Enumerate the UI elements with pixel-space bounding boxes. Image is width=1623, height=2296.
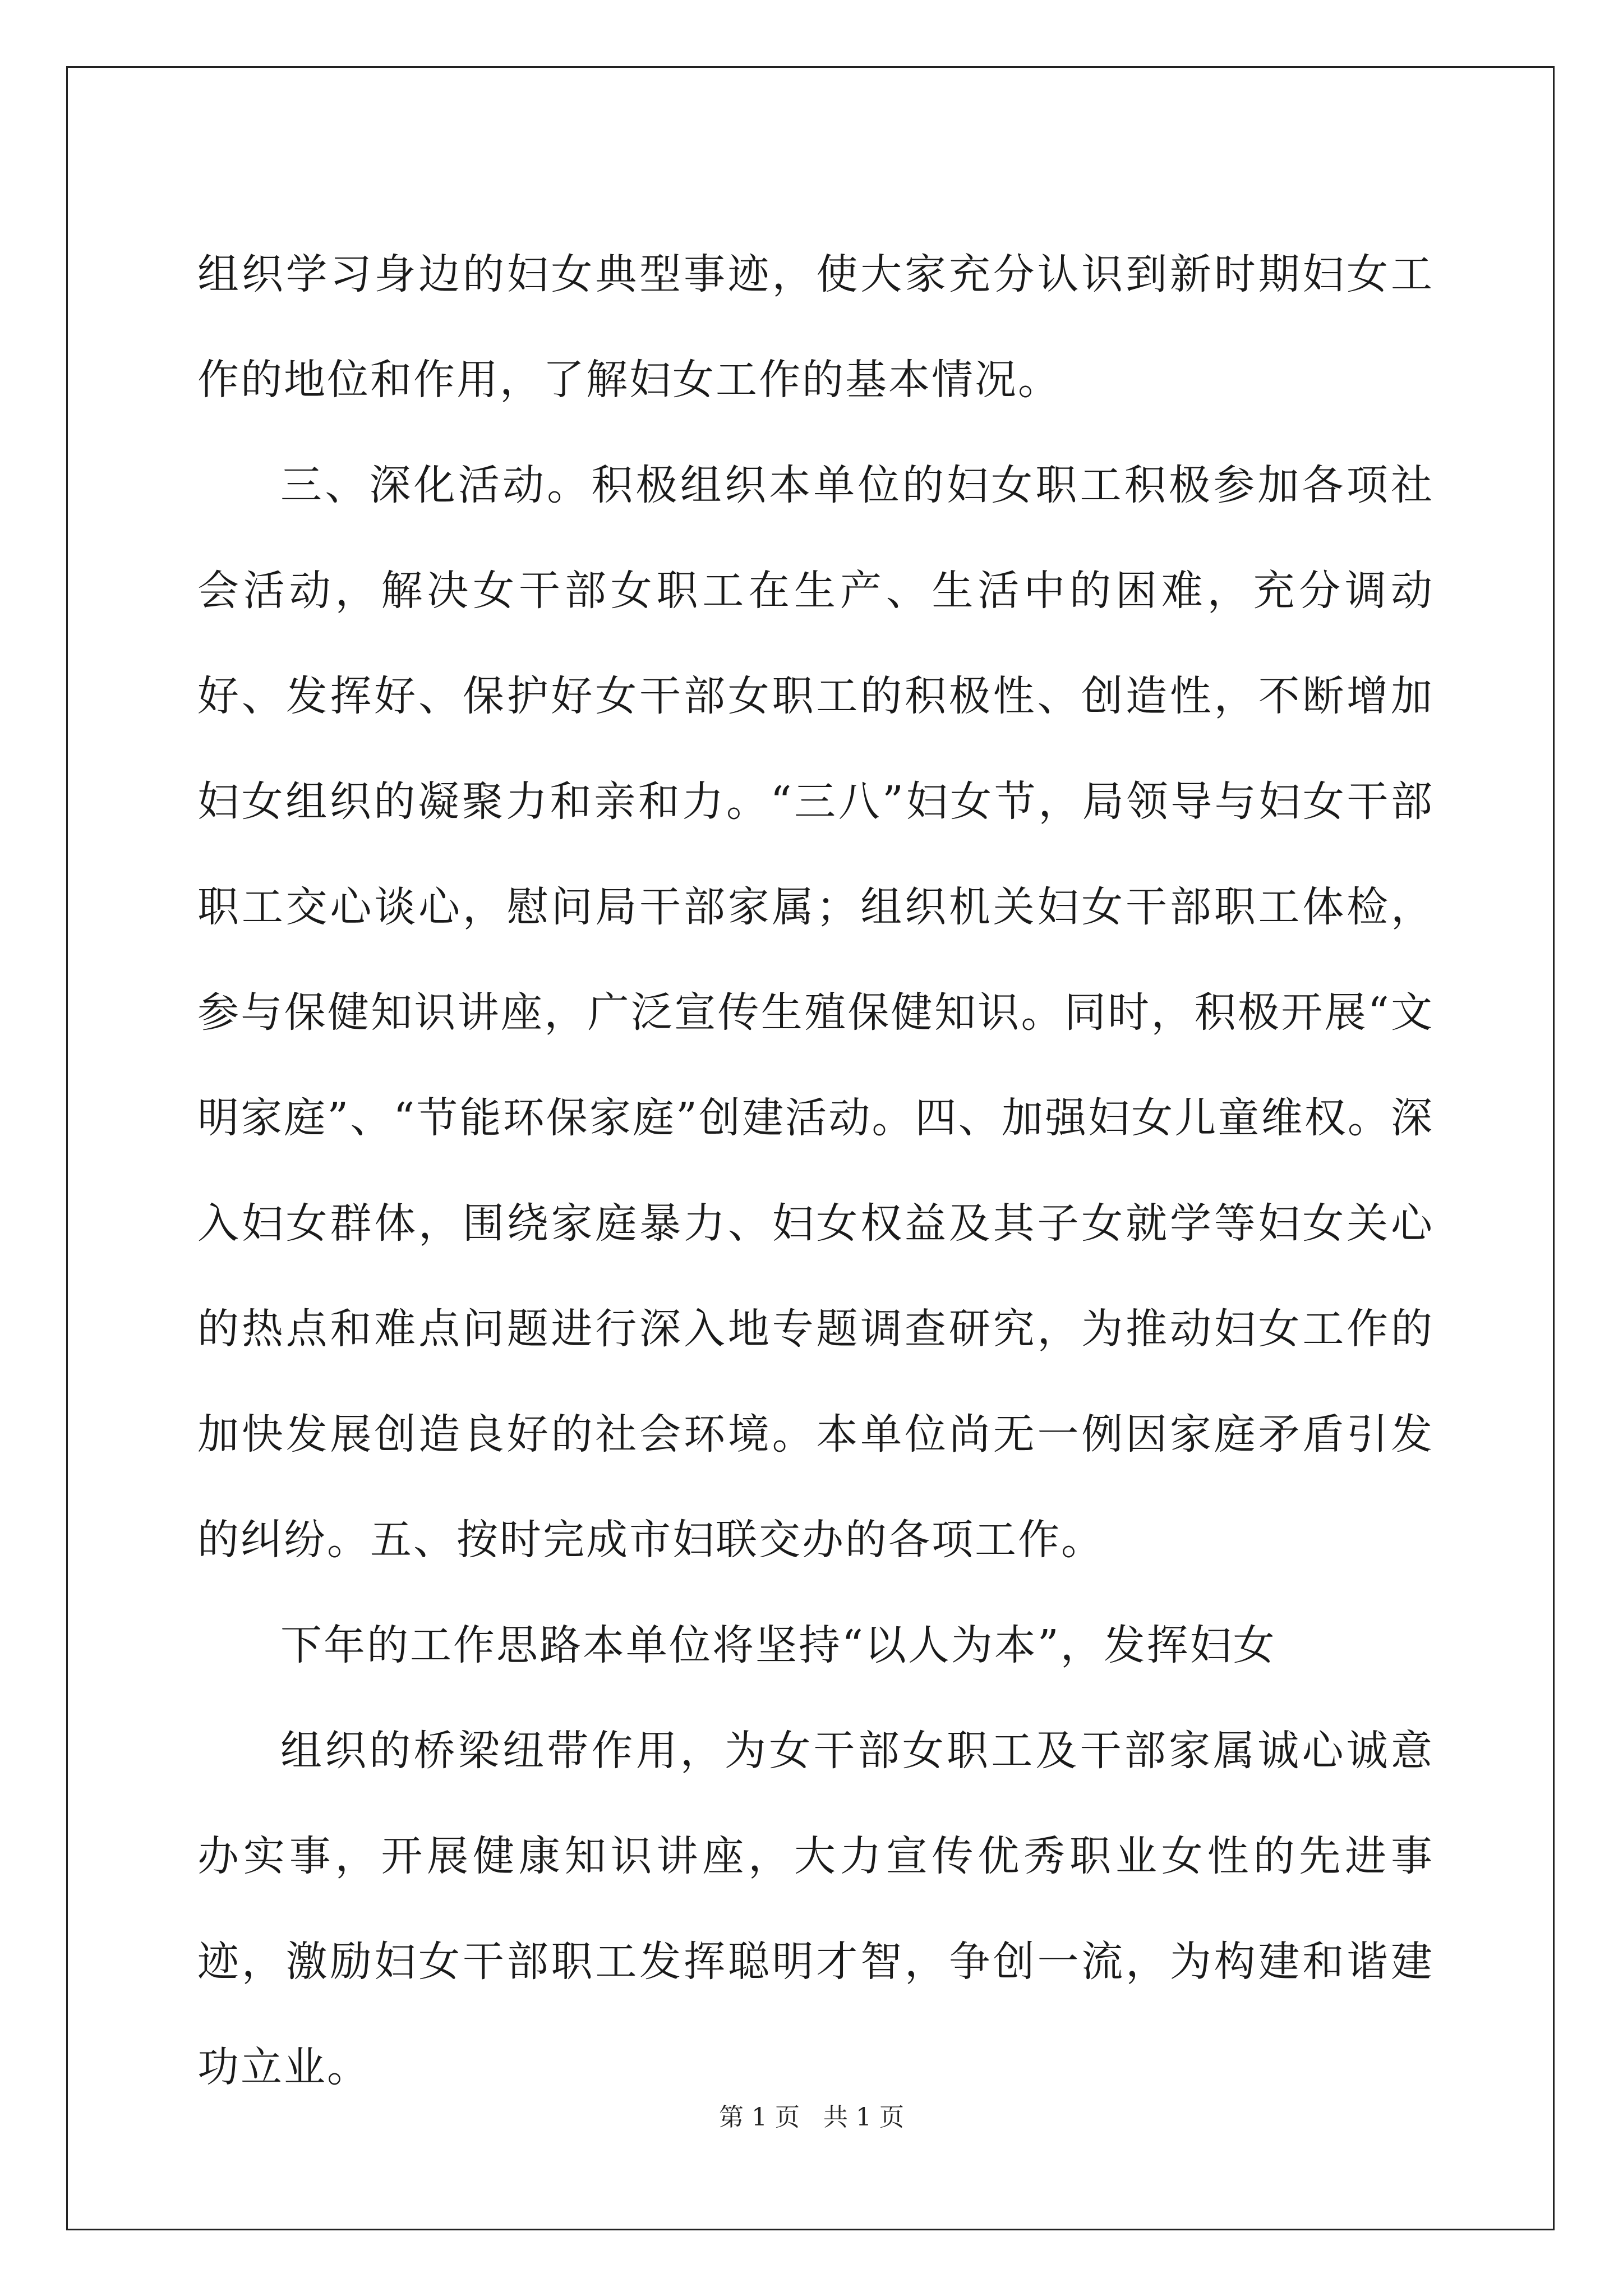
- paragraph-2: 三、深化活动。积极组织本单位的妇女职工积极参加各项社会活动，解决女干部女职工在生产、生活中的困难，充分调动好、发挥好、保护好女干部女职工的积极性、创造性，不断增加妇女组织的凝聚力和亲和力。“三八”妇女节，局领导与妇女干部职工交心谈心，慰问局干部家属；组织机关妇女干部职工体检，参与保健知识讲座，广泛宣传生殖保健知识。同时，积极开展“文明家庭”、“节能环保家庭”创建活动。四、加强妇女儿童维权。深入妇女群体，围绕家庭暴力、妇女权益及其子女就学等妇女关心的热点和难点问题进行深入地专题调查研究，为推动妇女工作的加快发展创造良好的社会环境。本单位尚无一例因家庭矛盾引发的纠纷。五、按时完成市妇联交办的各项工作。: [197, 461, 1434, 1564]
- paragraph-1: 组织学习身边的妇女典型事迹，使大家充分认识到新时期妇女工作的地位和作用，了解妇女工作的基本情况。: [197, 250, 1434, 404]
- page-footer: [0, 2101, 1623, 2134]
- paragraph-4: 组织的桥梁纽带作用，为女干部女职工及干部家属诚心诚意办实事，开展健康知识讲座，大力宣传优秀职业女性的先进事迹，激励妇女干部职工发挥聪明才智，争创一流，为构建和谐建功立业。: [197, 1727, 1434, 2091]
- footer-separator: [800, 2103, 823, 2132]
- page-total: 共 1 页: [823, 2103, 904, 2132]
- document-body: [197, 222, 1434, 2120]
- paragraph-3: 下年的工作思路本单位将坚持“以人为本”，发挥妇女: [280, 1621, 1276, 1669]
- page-number: 第 1 页: [719, 2103, 800, 2132]
